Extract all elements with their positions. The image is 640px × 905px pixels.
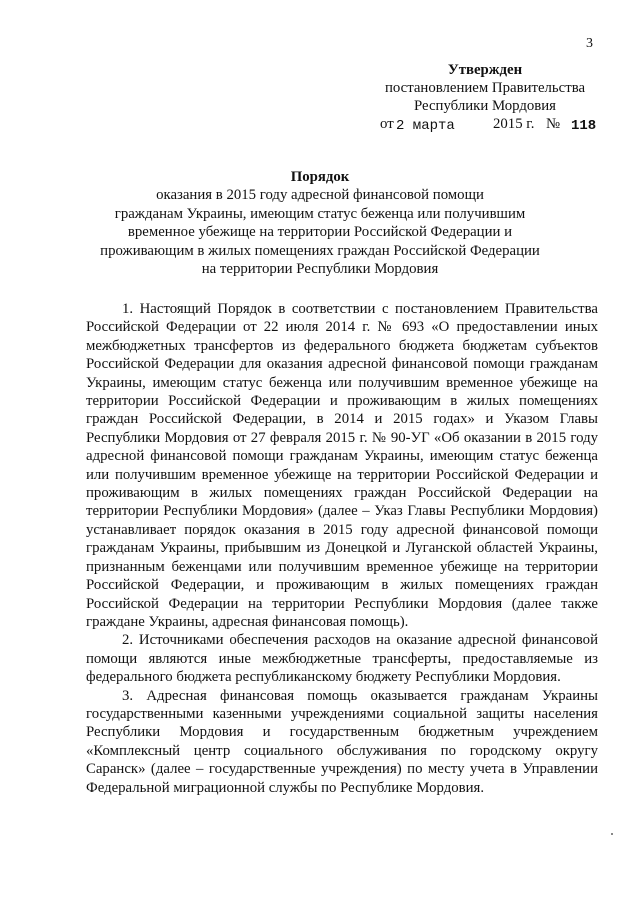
document-heading [80,168,560,278]
date-prefix: от [380,116,394,132]
approval-date: 2 марта [396,118,455,134]
heading-line: оказания в 2015 году адресной финансовой помощи [156,187,484,204]
paragraph-3: 3. Адресная финансовая помощь оказывается гражданам Украины государственными казенными учреждениями социальной защиты населения Республики Мордовия и государственным бюджетным учреждением «Комплексный центр социального обслуживания по городскому округу Саранск» (далее – государственные учреждения) по месту учета в Управлении Федеральной миграционной службы по Республике Мордовия. [86,687,598,796]
number-sign: № [546,116,561,132]
approved-title: Утвержден [447,62,523,78]
heading-line: проживающим в жилых помещениях граждан Российской Федерации [100,242,540,259]
approval-date-line [360,115,610,135]
paragraph-2: 2. Источниками обеспечения расходов на оказание адресной финансовой помощи являются иные межбюджетные трансферты, предоставляемые из федерального бюджета республиканскому бюджету Республики Мордовия. [86,632,598,686]
heading-line: на территории Республики Мордовия [201,261,439,278]
heading-line: гражданам Украины, имеющим статус беженца или получившим [114,205,526,222]
heading-line: временное убежище на территории Российской Федерации и [127,224,513,241]
approval-year: 2015 г. [493,116,535,132]
approval-line-2: Республики Мордовия [414,98,556,114]
document-body [86,300,598,797]
document-title: Порядок [290,169,350,185]
scan-margin-mark [611,833,613,835]
paragraph-1: 1. Настоящий Порядок в соответствии с постановлением Правительства Российской Федерации от 22 июля 2014 г. № 693 «О предоставлении иных межбюджетных трансфертов из федерального бюджета бюджетам субъектов Российской Федерации для оказания адресной финансовой помощи гражданам Украины, имеющим статус беженца или получившим временное убежище на территории Российской Федерации и проживающим в жилых помещениях граждан Российской Федерации, в 2014 и 2015 годах» и Указом Главы Республики Мордовия от 27 февраля 2015 г. № 90-УГ «Об оказании в 2015 году адресной финансовой помощи гражданам Украины, имеющим статус беженца или получившим временное убежище на территории Российской Федерации и проживающим в жилых помещениях граждан Российской Федерации на территории Республики Мордовия» (далее – Указ Главы Республики Мордовия) устанавливает порядок оказания в 2015 году адресной финансовой помощи гражданам Украины, прибывшим из Донецкой и Луганской областей Украины, признанным беженцами или получившим временное убежище на территории Российской Федерации, и проживающим в жилых помещениях граждан Российской Федерации на территории Республики Мордовия (далее также граждане Украины, адресная финансовая помощь). [86,301,598,630]
decree-number: 118 [571,118,597,134]
page-number: 3 [586,36,593,51]
approval-stamp-block [360,61,610,135]
approval-line-1: постановлением Правительства [384,80,586,96]
